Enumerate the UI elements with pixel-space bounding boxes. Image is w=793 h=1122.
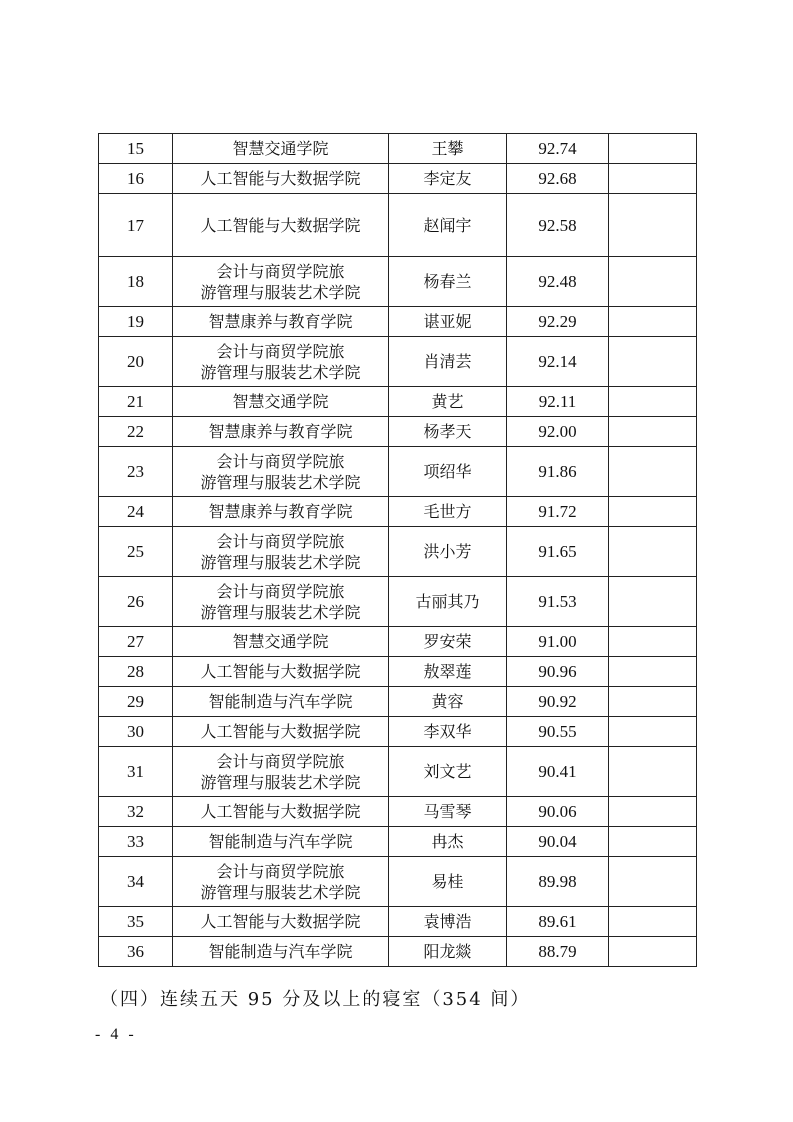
college-cell (173, 747, 389, 797)
row-number-cell: 34 (99, 857, 173, 907)
row-number-cell: 28 (99, 657, 173, 687)
student-name-cell: 马雪琴 (389, 797, 507, 827)
row-number-cell: 25 (99, 527, 173, 577)
row-number-cell: 15 (99, 134, 173, 164)
score-cell: 91.65 (507, 527, 609, 577)
college-cell (173, 827, 389, 857)
student-name-cell: 项绍华 (389, 447, 507, 497)
college-cell (173, 447, 389, 497)
college-cell (173, 717, 389, 747)
row-number-cell: 17 (99, 194, 173, 257)
table-row (99, 387, 697, 417)
college-line: 会计与商贸学院旅 (216, 751, 345, 771)
ranking-table (98, 133, 697, 967)
college-line: 人工智能与大数据学院 (200, 912, 361, 931)
college-line: 会计与商贸学院旅 (216, 581, 345, 601)
note-cell (609, 797, 697, 827)
score-cell: 91.86 (507, 447, 609, 497)
student-name-cell: 肖清芸 (389, 337, 507, 387)
score-cell: 90.06 (507, 797, 609, 827)
score-cell: 92.29 (507, 307, 609, 337)
score-cell: 92.68 (507, 164, 609, 194)
note-cell (609, 937, 697, 967)
score-cell: 89.61 (507, 907, 609, 937)
row-number-cell: 20 (99, 337, 173, 387)
table-row (99, 907, 697, 937)
note-cell (609, 657, 697, 687)
row-number-cell: 23 (99, 447, 173, 497)
college-line: 智能制造与汽车学院 (208, 832, 353, 851)
student-name-cell: 罗安荣 (389, 627, 507, 657)
note-cell (609, 257, 697, 307)
score-cell: 92.11 (507, 387, 609, 417)
table-row (99, 937, 697, 967)
score-cell: 90.96 (507, 657, 609, 687)
score-cell: 92.14 (507, 337, 609, 387)
table-row (99, 857, 697, 907)
row-number-cell: 31 (99, 747, 173, 797)
student-name-cell: 敖翠莲 (389, 657, 507, 687)
college-line: 人工智能与大数据学院 (200, 722, 361, 741)
note-cell (609, 194, 697, 257)
score-cell: 90.41 (507, 747, 609, 797)
student-name-cell: 黄艺 (389, 387, 507, 417)
score-cell: 90.04 (507, 827, 609, 857)
note-cell (609, 577, 697, 627)
college-line: 智能制造与汽车学院 (208, 942, 353, 961)
row-number-cell: 18 (99, 257, 173, 307)
college-cell (173, 907, 389, 937)
note-cell (609, 747, 697, 797)
college-cell (173, 497, 389, 527)
table-row (99, 417, 697, 447)
table-row (99, 797, 697, 827)
college-cell (173, 527, 389, 577)
table-row (99, 657, 697, 687)
table-row (99, 577, 697, 627)
table-row (99, 447, 697, 497)
row-number-cell: 32 (99, 797, 173, 827)
college-line: 游管理与服装艺术学院 (200, 602, 361, 622)
college-cell (173, 937, 389, 967)
college-line: 人工智能与大数据学院 (200, 169, 361, 188)
college-line: 游管理与服装艺术学院 (200, 362, 361, 382)
college-line: 智慧康养与教育学院 (208, 502, 353, 521)
college-line: 智慧交通学院 (232, 139, 329, 158)
student-name-cell: 毛世方 (389, 497, 507, 527)
college-line: 会计与商贸学院旅 (216, 261, 345, 281)
table-row (99, 527, 697, 577)
row-number-cell: 22 (99, 417, 173, 447)
college-line: 会计与商贸学院旅 (216, 531, 345, 551)
row-number-cell: 19 (99, 307, 173, 337)
row-number-cell: 26 (99, 577, 173, 627)
table-row (99, 497, 697, 527)
student-name-cell: 阳龙燚 (389, 937, 507, 967)
student-name-cell: 冉杰 (389, 827, 507, 857)
table-row (99, 194, 697, 257)
note-cell (609, 417, 697, 447)
college-line: 游管理与服装艺术学院 (200, 472, 361, 492)
student-name-cell: 李双华 (389, 717, 507, 747)
table-row (99, 164, 697, 194)
college-line: 智能制造与汽车学院 (208, 692, 353, 711)
college-line: 会计与商贸学院旅 (216, 861, 345, 881)
note-cell (609, 164, 697, 194)
note-cell (609, 387, 697, 417)
college-cell (173, 687, 389, 717)
student-name-cell: 易桂 (389, 857, 507, 907)
score-cell: 90.92 (507, 687, 609, 717)
row-number-cell: 24 (99, 497, 173, 527)
student-name-cell: 李定友 (389, 164, 507, 194)
table-row (99, 717, 697, 747)
score-cell: 91.53 (507, 577, 609, 627)
student-name-cell: 杨孝天 (389, 417, 507, 447)
college-cell (173, 657, 389, 687)
row-number-cell: 16 (99, 164, 173, 194)
college-cell (173, 387, 389, 417)
note-cell (609, 447, 697, 497)
college-line: 人工智能与大数据学院 (200, 662, 361, 681)
student-name-cell: 洪小芳 (389, 527, 507, 577)
college-line: 游管理与服装艺术学院 (200, 882, 361, 902)
row-number-cell: 36 (99, 937, 173, 967)
college-line: 会计与商贸学院旅 (216, 341, 345, 361)
row-number-cell: 30 (99, 717, 173, 747)
ranking-table-body (99, 134, 697, 967)
college-cell (173, 627, 389, 657)
score-cell: 88.79 (507, 937, 609, 967)
table-row (99, 307, 697, 337)
score-cell: 91.72 (507, 497, 609, 527)
student-name-cell: 王攀 (389, 134, 507, 164)
score-cell: 91.00 (507, 627, 609, 657)
note-cell (609, 134, 697, 164)
section-heading: （四）连续五天 95 分及以上的寝室（354 间） (100, 989, 531, 1010)
student-name-cell: 袁博浩 (389, 907, 507, 937)
table-row (99, 337, 697, 387)
row-number-cell: 29 (99, 687, 173, 717)
note-cell (609, 627, 697, 657)
row-number-cell: 27 (99, 627, 173, 657)
college-line: 人工智能与大数据学院 (200, 802, 361, 821)
table-row (99, 747, 697, 797)
college-line: 游管理与服装艺术学院 (200, 552, 361, 572)
student-name-cell: 赵闻宇 (389, 194, 507, 257)
table-row (99, 827, 697, 857)
page-number: - 4 - (95, 1026, 137, 1043)
note-cell (609, 497, 697, 527)
student-name-cell: 杨春兰 (389, 257, 507, 307)
note-cell (609, 307, 697, 337)
college-line: 智慧康养与教育学院 (208, 422, 353, 441)
college-cell (173, 307, 389, 337)
note-cell (609, 827, 697, 857)
college-cell (173, 164, 389, 194)
row-number-cell: 35 (99, 907, 173, 937)
college-cell (173, 797, 389, 827)
row-number-cell: 33 (99, 827, 173, 857)
college-cell (173, 577, 389, 627)
college-cell (173, 194, 389, 257)
college-line: 人工智能与大数据学院 (200, 215, 361, 235)
student-name-cell: 谌亚妮 (389, 307, 507, 337)
student-name-cell: 古丽其乃 (389, 577, 507, 627)
college-cell (173, 337, 389, 387)
table-row (99, 257, 697, 307)
row-number-cell: 21 (99, 387, 173, 417)
note-cell (609, 717, 697, 747)
table-row (99, 687, 697, 717)
college-line: 智慧交通学院 (232, 632, 329, 651)
score-cell: 92.00 (507, 417, 609, 447)
table-row (99, 627, 697, 657)
college-cell (173, 417, 389, 447)
student-name-cell: 刘文艺 (389, 747, 507, 797)
table-row (99, 134, 697, 164)
score-cell: 90.55 (507, 717, 609, 747)
note-cell (609, 687, 697, 717)
college-line: 游管理与服装艺术学院 (200, 282, 361, 302)
note-cell (609, 527, 697, 577)
college-line: 游管理与服装艺术学院 (200, 772, 361, 792)
note-cell (609, 857, 697, 907)
college-line: 智慧交通学院 (232, 392, 329, 411)
college-line: 智慧康养与教育学院 (208, 312, 353, 331)
student-name-cell: 黄容 (389, 687, 507, 717)
college-line: 会计与商贸学院旅 (216, 451, 345, 471)
college-cell (173, 134, 389, 164)
note-cell (609, 337, 697, 387)
score-cell: 92.58 (507, 194, 609, 257)
score-cell: 89.98 (507, 857, 609, 907)
note-cell (609, 907, 697, 937)
score-cell: 92.74 (507, 134, 609, 164)
score-cell: 92.48 (507, 257, 609, 307)
college-cell (173, 257, 389, 307)
college-cell (173, 857, 389, 907)
